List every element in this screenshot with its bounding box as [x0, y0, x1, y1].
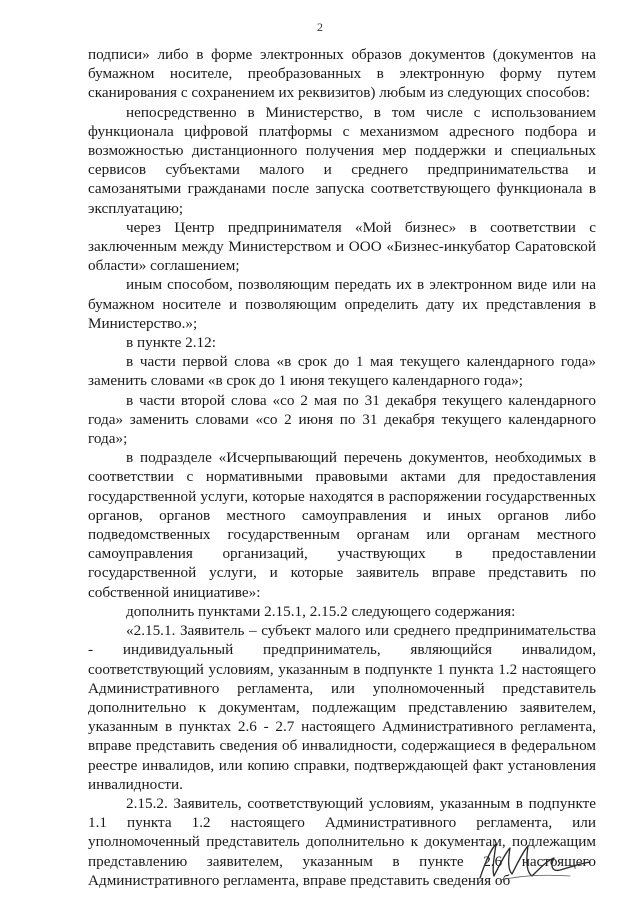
paragraph: через Центр предпринимателя «Мой бизнес» в соответствии с заключенным между Министерством и ООО «Бизнес-инкубатор Саратовской области» соглашением;	[88, 218, 596, 275]
paragraph: в подразделе «Исчерпывающий перечень документов, необходимых в соответствии с нормативными правовыми актами для предоставления государственной услуги, которые находятся в распоряжении государственных органов, органов местного самоуправления и иных органов либо подведомственных государственным органам или органам местного самоуправления организаций, участвующих в предоставлении государственной услуги, и которые заявитель вправе представить по собственной инициативе»:	[88, 449, 596, 601]
page-number: 2	[317, 20, 323, 34]
document-body	[88, 45, 596, 890]
paragraph: в части второй слова «со 2 мая по 31 декабря текущего календарного года» заменить словами «со 2 июня по 31 декабря текущего календарного года»;	[88, 391, 596, 448]
paragraph: иным способом, позволяющим передать их в электронном виде или на бумажном носителе и позволяющим определить дату их представления в Министерство.»;	[88, 276, 596, 332]
paragraph: в пункте 2.12:	[126, 334, 216, 352]
paragraph: в части первой слова «в срок до 1 мая текущего календарного года» заменить словами «в срок до 1 июня текущего календарного года»;	[88, 353, 596, 390]
paragraph: непосредственно в Министерство, в том числе с использованием функционала цифровой платформы с механизмом адресного подбора и возможностью дистанционного получения мер поддержки и специальных сервисов субъектами малого и среднего предпринимательства и самозанятыми гражданами после запуска соответствующего функционала в эксплуатацию;	[88, 103, 596, 217]
paragraph: дополнить пунктами 2.15.1, 2.15.2 следующего содержания:	[126, 602, 516, 620]
paragraph: подписи» либо в форме электронных образов документов (документов на бумажном носителе, преобразованных в электронную форму путем сканирования с сохранением их реквизитов) любым из следующих способов:	[88, 46, 596, 102]
signature-image	[470, 830, 600, 890]
paragraph: «2.15.1. Заявитель – субъект малого или среднего предпринимательства - индивидуальный предприниматель, являющийся инвалидом, соответствующий условиям, указанным в подпункте 1 пункта 1.2 настоящего Административного регламента, или уполномоченный представитель дополнительно к документам, подлежащим представлению заявителем, указанным в пунктах 2.6 - 2.7 настоящего Административного регламента, вправе представить сведения об инвалидности, содержащиеся в федеральном реестре инвалидов, или копию справки, подтверждающей факт установления инвалидности.	[88, 622, 596, 793]
paragraph: 2.15.2. Заявитель, соответствующий условиям, указанным в подпункте 1.1 пункта 1.2 настоящего Административного регламента, или уполномоченный представитель дополнительно к документам, подлежащим представлению заявителем, указанным в пункте 2.6 настоящего Административного регламента, вправе представить сведения об	[88, 794, 596, 889]
